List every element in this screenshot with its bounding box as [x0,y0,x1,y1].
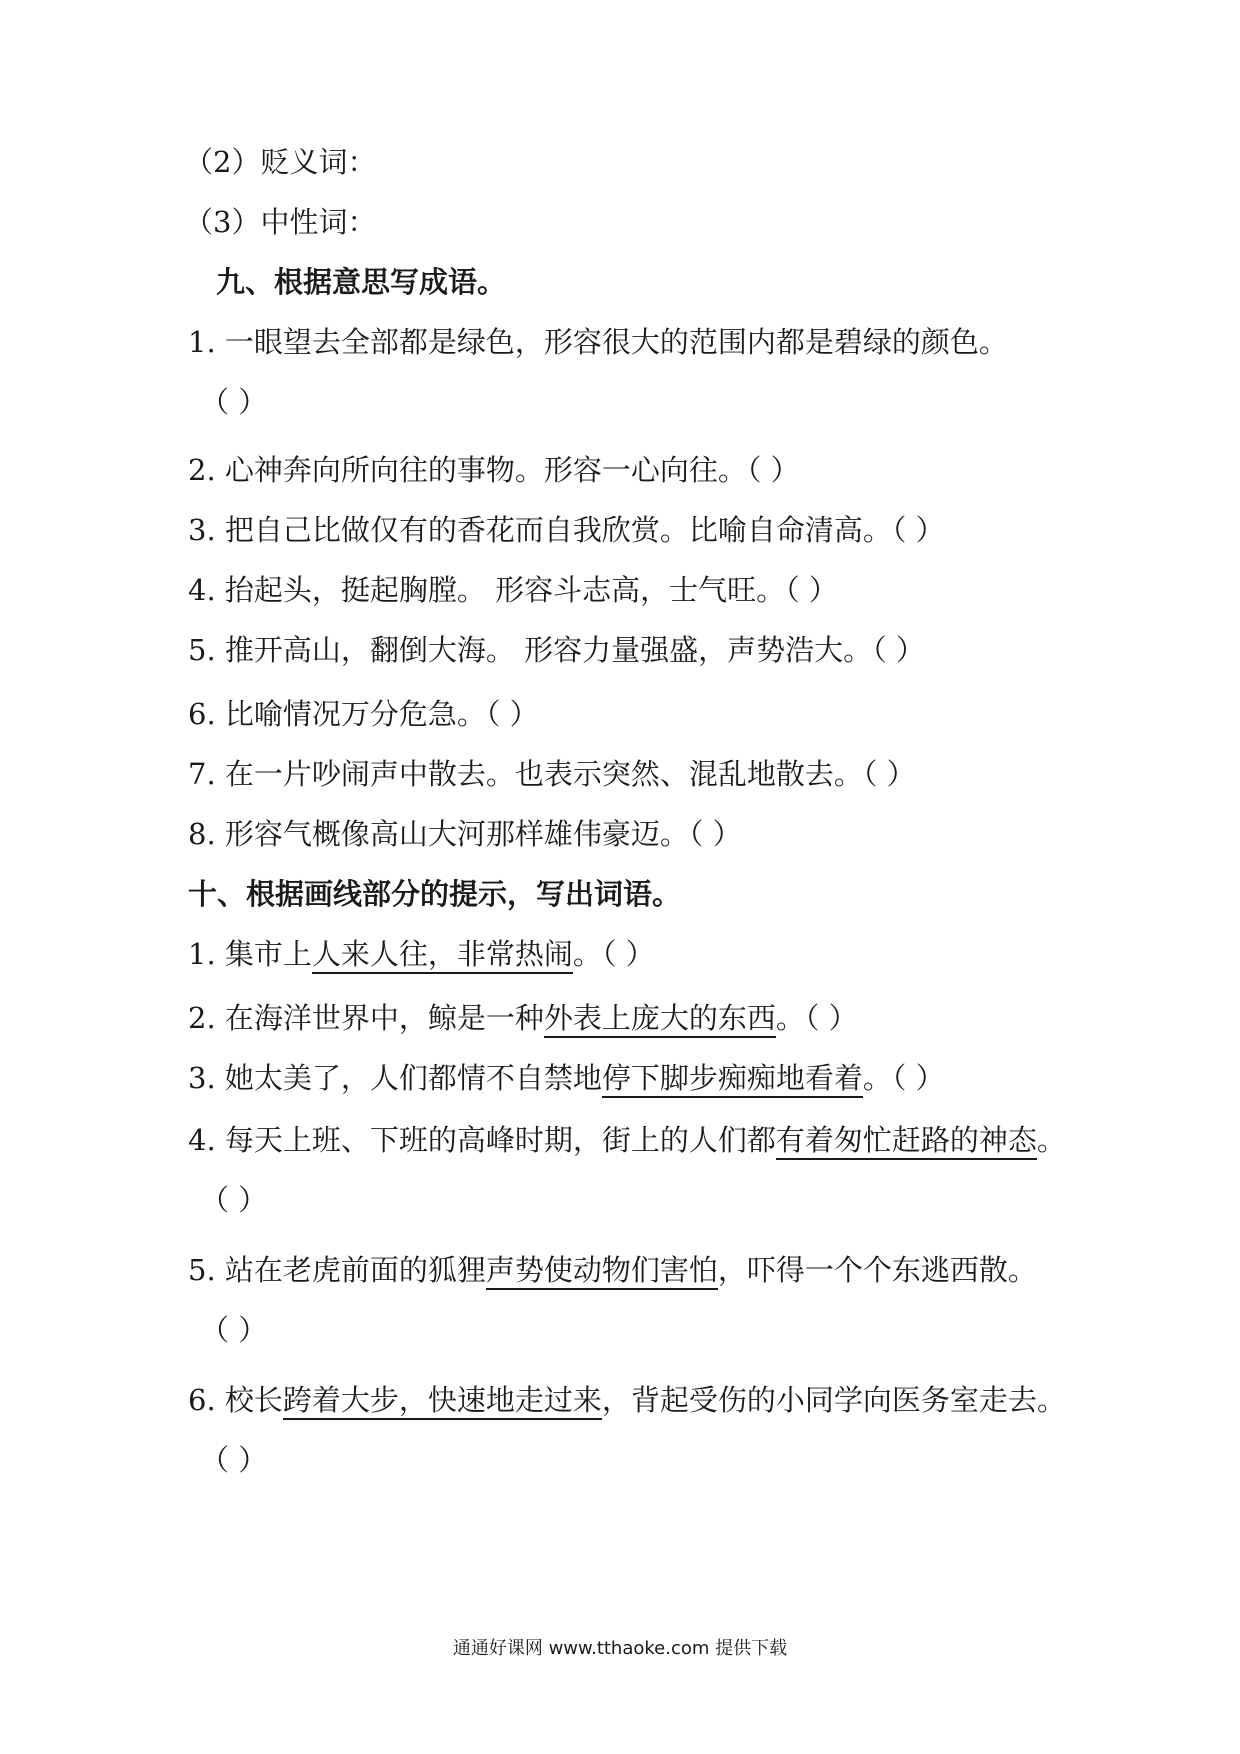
sec10-item-5-underlined: 声势使动物们害怕 [486,1253,718,1290]
sec10-item-5 [188,1250,1037,1290]
sec10-item-1-post: 。（ ） [572,937,655,971]
sec10-item-6-underlined: 跨着大步，快速地走过来 [283,1383,602,1420]
sec8-item-3: （3）中性词： [184,205,377,239]
section-9-heading: 九、根据意思写成语。 [216,265,507,299]
page-footer: 通通好课网 www.tthaoke.com 提供下载 [452,1638,788,1659]
section-10-heading: 十、根据画线部分的提示，写出词语。 [188,877,682,911]
sec10-item-5-answer: （ ） [200,1313,268,1347]
sec9-item-3: 3. 把自己比做仅有的香花而自我欣赏。比喻自命清高。（ ） [188,513,945,547]
sec9-item-7: 7. 在一片吵闹声中散去。也表示突然、混乱地散去。（ ） [188,757,916,791]
sec10-item-2 [188,998,858,1038]
sec10-item-6-answer: （ ） [200,1443,268,1477]
sec10-item-4 [188,1120,1066,1160]
sec10-item-1-underlined: 人来人往，非常热闹 [312,937,573,974]
sec10-item-4-pre: 4. 每天上班、下班的高峰时期，街上的人们都 [188,1123,776,1157]
sec10-item-2-underlined: 外表上庞大的东西 [544,1001,776,1038]
sec10-item-2-post: 。（ ） [775,1001,858,1035]
sec10-item-3-underlined: 停下脚步痴痴地看着 [602,1061,863,1098]
sec9-item-1: 1. 一眼望去全部都是绿色，形容很大的范围内都是碧绿的颜色。 [188,325,1008,359]
sec10-item-4-underlined: 有着匆忙赶路的神态 [776,1123,1037,1160]
sec10-item-1 [188,934,655,974]
sec10-item-4-answer: （ ） [200,1183,268,1217]
sec9-item-4: 4. 抬起头，挺起胸膛。 形容斗志高，士气旺。（ ） [188,573,838,607]
sec9-item-8: 8. 形容气概像高山大河那样雄伟豪迈。（ ） [188,817,742,851]
sec10-item-6-pre: 6. 校长 [188,1383,283,1417]
sec10-item-3-pre: 3. 她太美了，人们都情不自禁地 [188,1061,602,1095]
sec10-item-6 [188,1380,1066,1420]
sec10-item-3 [188,1058,945,1098]
sec10-item-2-pre: 2. 在海洋世界中，鲸是一种 [188,1001,544,1035]
sec10-item-1-pre: 1. 集市上 [188,937,312,971]
sec10-item-5-post: ，吓得一个个东逃西散。 [717,1253,1037,1287]
sec10-item-6-post: ，背起受伤的小同学向医务室走去。 [601,1383,1066,1417]
sec9-item-5: 5. 推开高山，翻倒大海。 形容力量强盛，声势浩大。（ ） [188,633,925,667]
sec10-item-4-post: 。 [1036,1123,1066,1157]
sec10-item-3-post: 。（ ） [862,1061,945,1095]
sec9-item-1-answer: （ ） [200,385,268,419]
sec9-item-6: 6. 比喻情况万分危急。（ ） [188,697,539,731]
sec8-item-2: （2）贬义词： [184,145,377,179]
sec9-item-2: 2. 心神奔向所向往的事物。形容一心向往。（ ） [188,453,800,487]
sec10-item-5-pre: 5. 站在老虎前面的狐狸 [188,1253,486,1287]
